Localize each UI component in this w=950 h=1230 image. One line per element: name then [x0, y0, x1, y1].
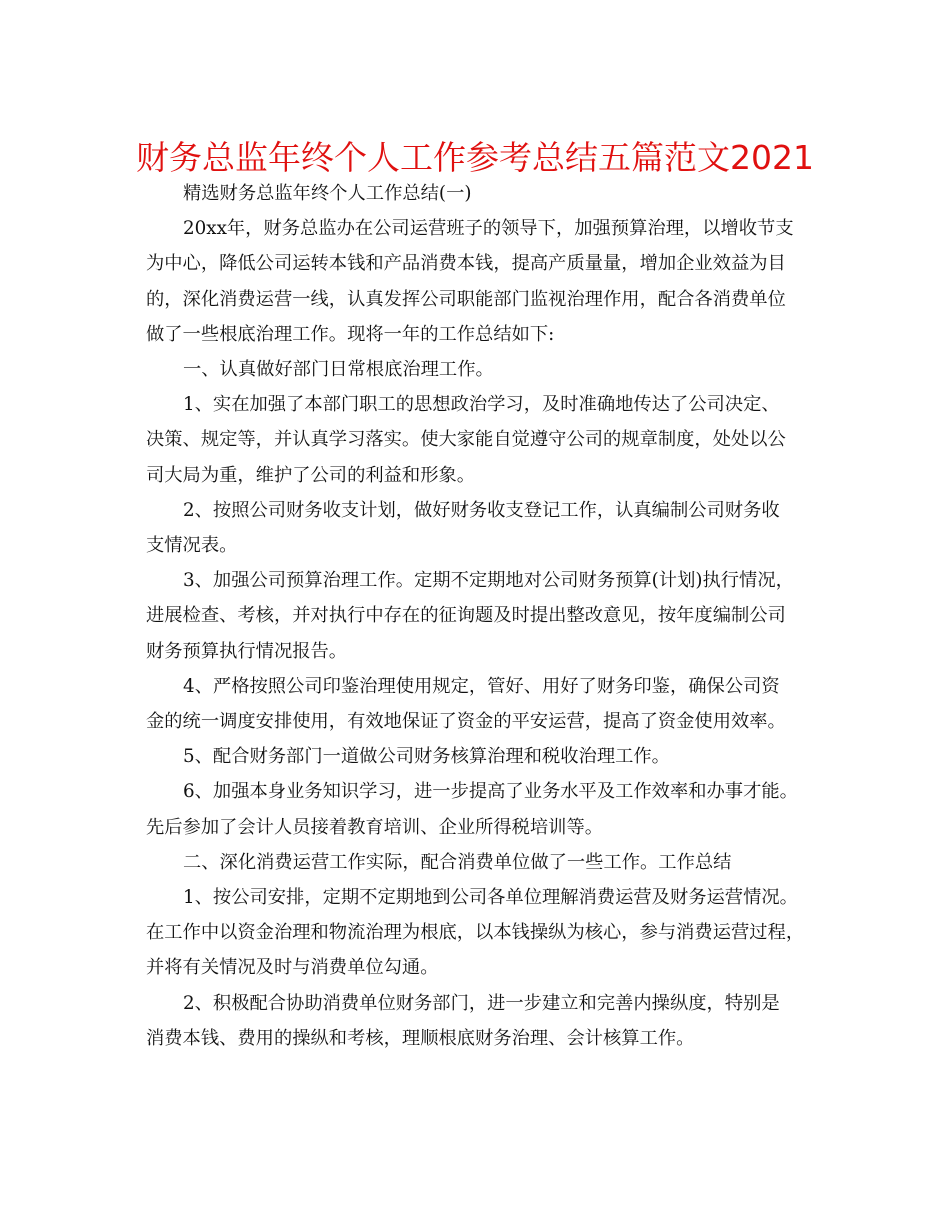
paragraph-line: 做了一些根底治理工作。现将一年的工作总结如下:: [146, 323, 555, 345]
paragraph-line: 司大局为重，维护了公司的利益和形象。: [146, 464, 476, 486]
paragraph-line: 6、加强本身业务知识学习，进一步提高了业务水平及工作效率和办事才能。: [183, 781, 798, 803]
paragraph: [146, 493, 806, 563]
paragraph: [146, 669, 806, 739]
paragraph-line: 在工作中以资金治理和物流治理为根底，以本钱操纵为核心，参与消费运营过程，: [146, 922, 805, 944]
paragraph-line: 先后参加了会计人员接着教育培训、企业所得税培训等。: [146, 816, 604, 838]
paragraph-line: 财务预算执行情况报告。: [146, 640, 348, 662]
paragraph-line: 的，深化消费运营一线，认真发挥公司职能部门监视治理作用，配合各消费单位: [146, 288, 786, 310]
paragraph-line: 金的统一调度安排使用，有效地保证了资金的平安运营，提高了资金使用效率。: [146, 711, 786, 733]
paragraph-line: 为中心，降低公司运转本钱和产品消费本钱，提高产质量量，增加企业效益为目: [146, 253, 786, 275]
paragraph-line: 决策、规定等，并认真学习落实。使大家能自觉遵守公司的规章制度，处处以公: [146, 429, 786, 451]
paragraph-line: 消费本钱、费用的操纵和考核，理顺根底财务治理、会计核算工作。: [146, 1027, 695, 1049]
document-title: 财务总监年终个人工作参考总结五篇范文2021: [136, 138, 814, 177]
paragraph-line: 3、加强公司预算治理工作。定期不定期地对公司财务预算(计划)执行情况，: [183, 570, 794, 592]
paragraph-line: 2、积极配合协助消费单位财务部门，进一步建立和完善内操纵度，特别是: [183, 992, 780, 1014]
paragraph-line: 20xx年，财务总监办在公司运营班子的领导下，加强预算治理，以增收节支: [183, 218, 794, 240]
paragraph: [146, 880, 806, 986]
paragraph: [146, 352, 806, 387]
paragraph-line: 二、深化消费运营工作实际，配合消费单位做了一些工作。工作总结: [183, 851, 732, 873]
paragraph: [146, 774, 806, 844]
paragraph: [146, 563, 806, 669]
paragraph-line: 一、认真做好部门日常根底治理工作。: [183, 359, 494, 381]
paragraph-line: 4、严格按照公司印鉴治理使用规定，管好、用好了财务印鉴，确保公司资: [183, 675, 780, 697]
paragraph-line: 5、配合财务部门一道做公司财务核算治理和税收治理工作。: [183, 746, 670, 768]
paragraph: [146, 986, 806, 1056]
document-body: [146, 176, 806, 1056]
paragraph-line: 1、按公司安排，定期不定期地到公司各单位理解消费运营及财务运营情况。: [183, 887, 798, 909]
paragraph: [146, 176, 806, 211]
paragraph: [146, 739, 806, 774]
paragraph-line: 并将有关情况及时与消费单位勾通。: [146, 957, 439, 979]
paragraph-line: 支情况表。: [146, 535, 238, 557]
paragraph-line: 1、实在加强了本部门职工的思想政治学习，及时准确地传达了公司决定、: [183, 394, 780, 416]
paragraph-line: 2、按照公司财务收支计划，做好财务收支登记工作，认真编制公司财务收: [183, 499, 780, 521]
paragraph: [146, 387, 806, 493]
paragraph: [146, 845, 806, 880]
paragraph-line: 精选财务总监年终个人工作总结(一): [183, 183, 472, 204]
paragraph-line: 进展检查、考核，并对执行中存在的征询题及时提出整改意见，按年度编制公司: [146, 605, 786, 627]
paragraph: [146, 211, 806, 352]
